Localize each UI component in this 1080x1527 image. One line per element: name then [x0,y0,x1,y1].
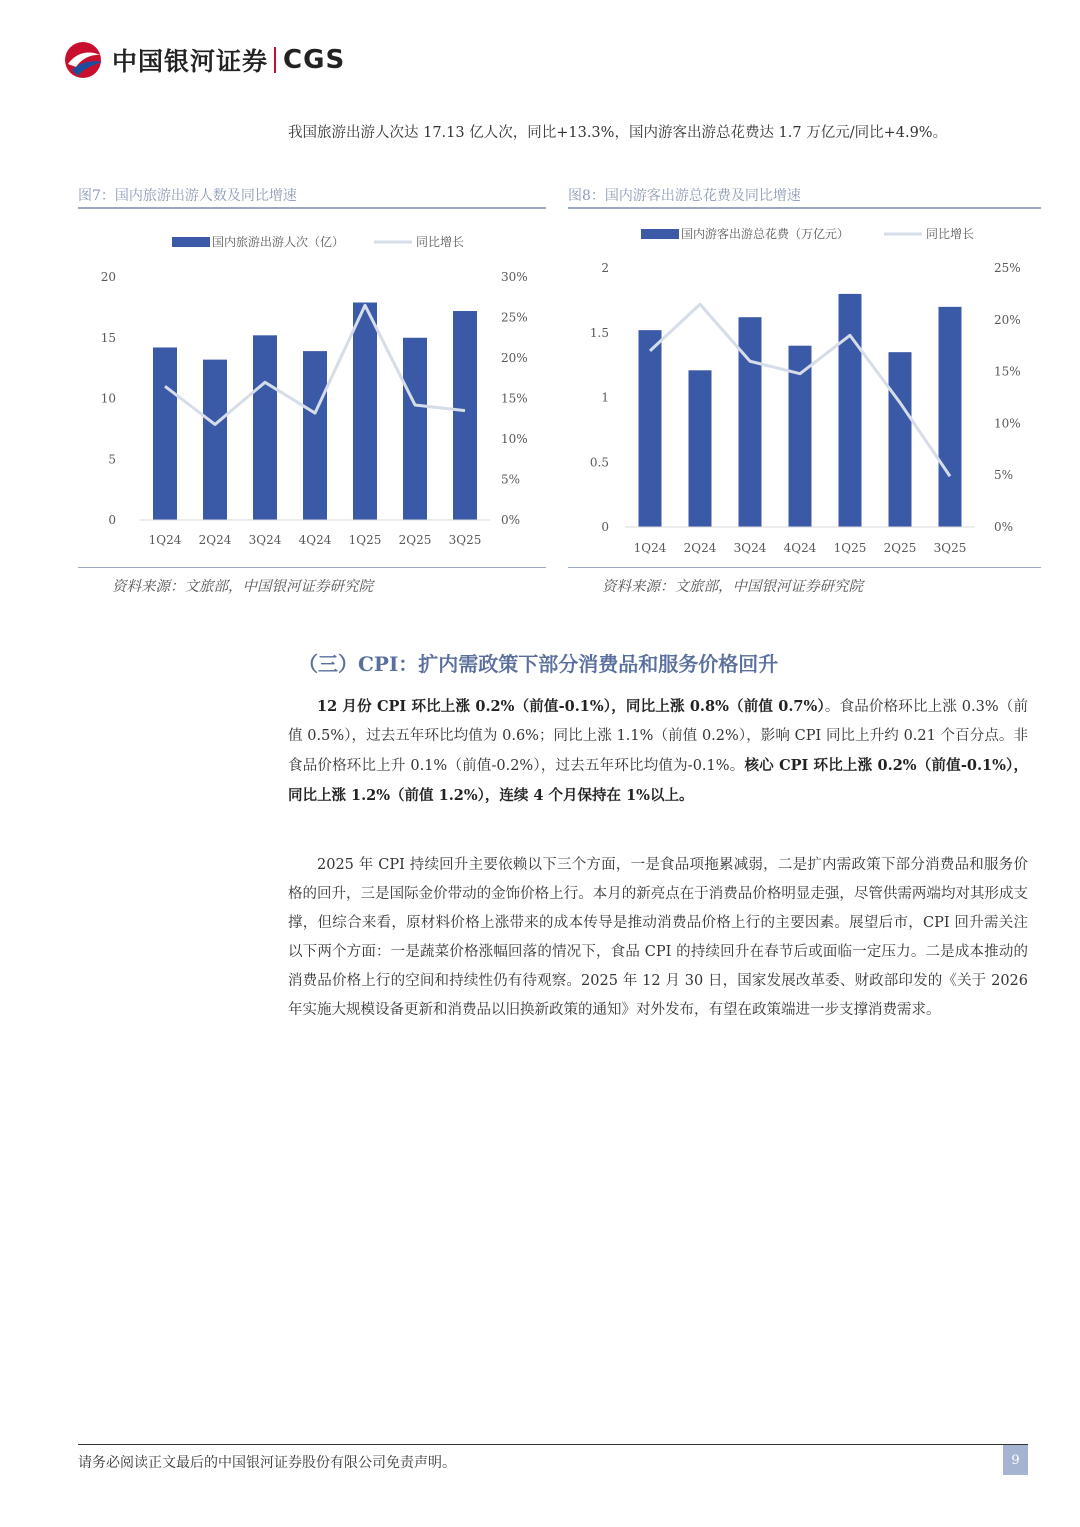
figure7-bottom-rule [78,567,546,568]
intro-text: 我国旅游出游人次达 17.13 亿人次，同比+13.3%，国内游客出游总花费达 1.7 万亿元/同比+4.9%。 [288,125,948,141]
bar [153,347,177,520]
y-right-tick-label: 10% [994,416,1021,431]
company-name-en: CGS [283,45,346,75]
y-left-tick-label: 2 [601,261,609,275]
figure7-source: 资料来源：文旅部，中国银河证券研究院 [112,579,373,595]
section-title: （三）CPI：扩内需政策下部分消费品和服务价格回升 [298,652,779,676]
bar [453,311,477,520]
y-left-tick-label: 0 [601,520,609,534]
y-right-tick-label: 30% [501,270,528,284]
y-left-tick-label: 10 [100,391,116,406]
legend-line-label: 同比增长 [926,227,975,241]
bar [689,370,712,527]
y-left-tick-label: 20 [100,270,116,284]
figure8-top-rule [568,207,1041,209]
y-right-tick-label: 20% [994,312,1021,327]
food-price-text: 。食品价格环比上涨 0.3%（前值 0.5%），过去五年环比均值为 0.6%；同比上涨 1.1%（前值 0.2%），影响 CPI 同比上升约 0.21 个百分点。非食品价格环比上升 0.1%（前值-0.2%），过去五年环比均值为-0.1%。 [288,699,1028,774]
y-left-tick-label: 1.5 [589,325,609,340]
y-right-tick-label: 25% [501,310,528,325]
bar [403,338,427,520]
x-tick-label: 2Q25 [883,541,917,555]
company-logo [62,40,345,80]
x-tick-label: 1Q25 [348,533,382,547]
figure8-source: 资料来源：文旅部，中国银河证券研究院 [602,579,863,595]
figure7-top-rule [78,207,546,209]
x-tick-label: 1Q25 [833,541,867,555]
legend-line-label: 同比增长 [416,235,465,249]
figure7-title: 图7：国内旅游出游人数及同比增速 [78,188,297,204]
legend-bar-swatch [172,237,210,247]
y-right-tick-label: 0% [501,513,521,527]
cpi-paragraph-2: 2025 年 CPI 持续回升主要依赖以下三个方面，一是食品项拖累减弱，二是扩内需政策下部分消费品和服务价格的回升，三是国际金价带动的金饰价格上行。本月的新亮点在于消费品价格明显走强，尽管供需两端均对其形成支撑，但综合来看，原材料价格上涨带来的成本传导是推动消费品价格上行的主要因素。展望后市，CPI 回升需关注以下两个方面：一是蔬菜价格涨幅回落的情况下，食品 CPI 的持续回升在春节后或面临一定压力。二是成本推动的消费品价格上行的空间和持续性仍有待观察。2025 年 12 月 30 日，国家发展改革委、财政部印发的《关于 2026 年实施大规模设备更新和消费品以旧换新政策的通知》对外发布，有望在政策端进一步支撑消费需求。 [288,857,1028,1018]
y-right-tick-label: 15% [994,364,1021,379]
y-left-tick-label: 1 [601,390,609,405]
bar [303,351,327,520]
x-tick-label: 3Q25 [448,533,482,547]
y-right-tick-label: 10% [501,432,528,446]
legend-bar-swatch [641,229,679,239]
x-tick-label: 1Q24 [633,541,667,555]
x-tick-label: 2Q24 [198,533,232,547]
bar [203,360,227,520]
y-right-tick-label: 5% [501,472,521,487]
y-right-tick-label: 0% [994,520,1014,534]
figure8-bottom-rule [568,567,1041,568]
footer-rule [78,1444,1028,1445]
x-tick-label: 2Q24 [683,541,717,555]
y-right-tick-label: 15% [501,391,528,406]
figure8-chart [568,220,1041,560]
x-tick-label: 4Q24 [783,541,817,555]
x-tick-label: 1Q24 [148,533,182,547]
y-left-tick-label: 0.5 [589,455,609,470]
bar [739,317,762,527]
y-left-tick-label: 0 [108,513,116,527]
x-tick-label: 3Q24 [248,533,282,547]
legend-bar-label: 国内旅游出游人次（亿） [212,235,345,249]
x-tick-label: 3Q24 [733,541,767,555]
cpi-headline-bold: 12 月份 CPI 环比上涨 0.2%（前值-0.1%），同比上涨 0.8%（前值 0.7%） [317,698,825,715]
cpi-paragraph-1 [288,692,1028,811]
x-tick-label: 2Q25 [398,533,432,547]
bar [253,335,277,520]
core-cpi-bold: 核心 CPI 环比上涨 0.2%（前值-0.1%），同比上涨 1.2%（前值 1.2%），连续 4 个月保持在 1%以上。 [288,757,1029,804]
y-left-tick-label: 15 [100,330,116,345]
bar [353,303,377,520]
legend-bar-label: 国内游客出游总花费（万亿元） [681,227,850,241]
bar [889,352,912,527]
bar [639,330,662,527]
figure7-chart [78,220,546,560]
footer-disclaimer: 请务必阅读正文最后的中国银河证券股份有限公司免责声明。 [78,1455,456,1471]
logo-divider [274,47,276,73]
y-right-tick-label: 20% [501,351,528,365]
x-tick-label: 4Q24 [298,533,332,547]
cgs-logo-icon [62,40,104,80]
y-right-tick-label: 5% [994,468,1014,483]
bar [839,294,862,527]
page-number: 9 [1003,1445,1028,1475]
y-right-tick-label: 25% [994,261,1021,275]
company-name-cn: 中国银河证券 [112,47,269,76]
x-tick-label: 3Q25 [933,541,967,555]
y-left-tick-label: 5 [108,452,116,467]
bar [939,307,962,527]
figure8-title: 图8：国内游客出游总花费及同比增速 [568,188,801,204]
